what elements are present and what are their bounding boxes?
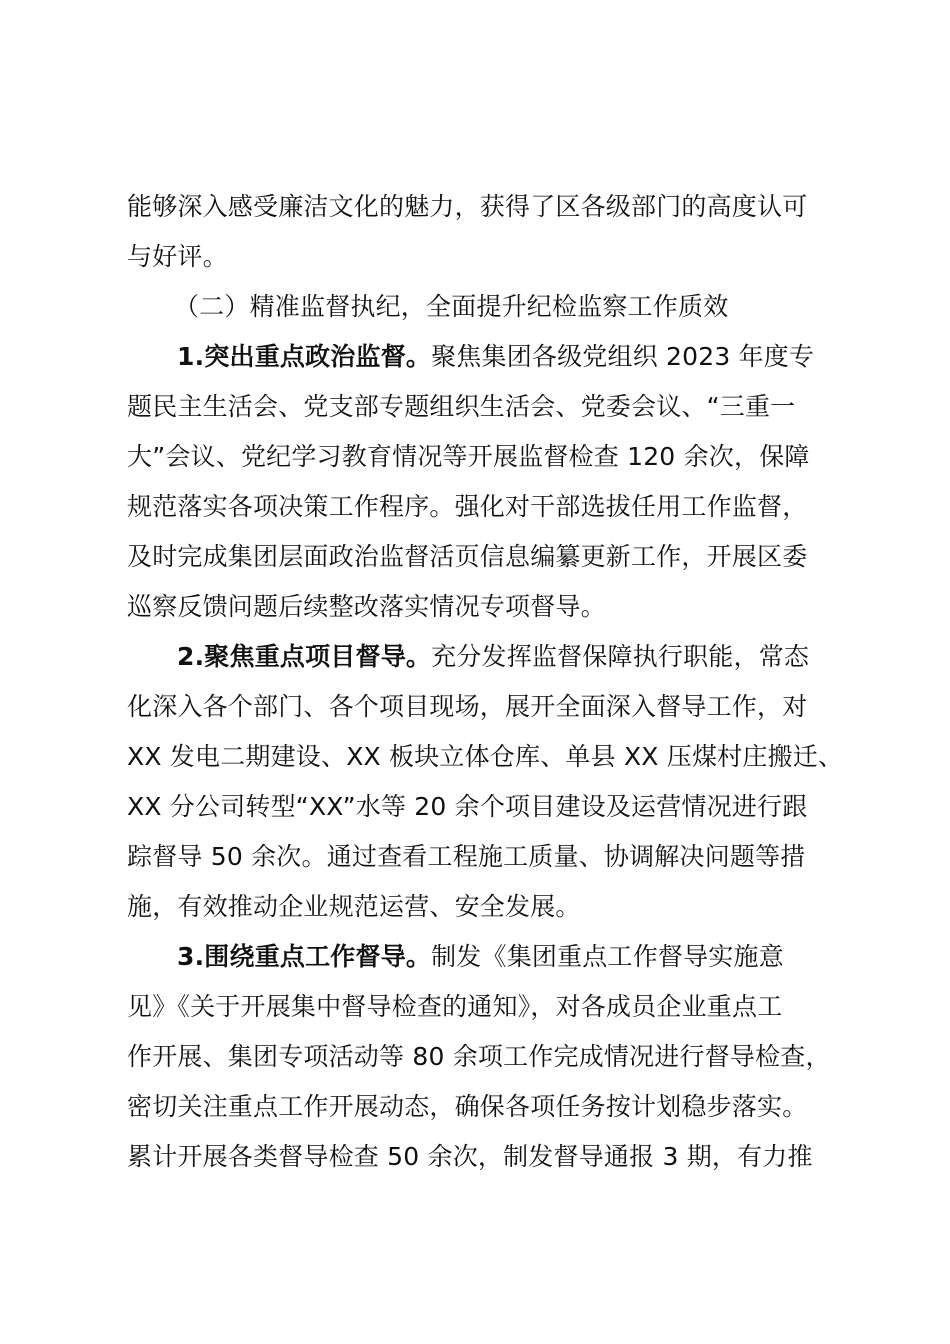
text-line: 规范落实各项决策工作程序。强化对干部选拔任用工作监督， xyxy=(127,492,808,521)
text-line: 能够深入感受廉洁文化的魅力，获得了区各级部门的高度认可 xyxy=(127,192,808,221)
text-line: 及时完成集团层面政治监督活页信息编纂更新工作，开展区委 xyxy=(127,542,808,571)
text-line: 累计开展各类督导检查 50 余次，制发督导通报 3 期，有力推 xyxy=(127,1142,813,1171)
text-line: 大”会议、党纪学习教育情况等开展监督检查 120 余次，保障 xyxy=(127,442,810,471)
text-line: 与好评。 xyxy=(127,242,228,271)
document-body xyxy=(127,182,867,1182)
paragraph-first-line xyxy=(127,632,867,682)
text-line: 施，有效推动企业规范运营、安全发展。 xyxy=(127,892,581,921)
paragraph-title: 3.围绕重点工作督导。 xyxy=(177,942,432,971)
paragraph-intro xyxy=(127,182,867,282)
paragraph-title: 1.突出重点政治监督。 xyxy=(177,342,432,371)
text-line: 密切关注重点工作开展动态，确保各项任务按计划稳步落实。 xyxy=(127,1092,808,1121)
text-line: XX 发电二期建设、XX 板块立体仓库、单县 XX 压煤村庄搬迁、 xyxy=(127,742,844,771)
paragraph-political-supervision xyxy=(127,332,867,632)
text-line: 化深入各个部门、各个项目现场，展开全面深入督导工作，对 xyxy=(127,692,808,721)
paragraph-first-line xyxy=(127,932,867,982)
text-line: 巡察反馈问题后续整改落实情况专项督导。 xyxy=(127,592,606,621)
paragraph-key-work-supervision xyxy=(127,932,867,1182)
paragraph-first-line xyxy=(127,332,867,382)
text-line: 见》《关于开展集中督导检查的通知》，对各成员企业重点工 xyxy=(127,992,783,1021)
section-heading xyxy=(127,282,867,332)
text-line: 聚焦集团各级党组织 2023 年度专 xyxy=(431,342,815,371)
text-line: 题民主生活会、党支部专题组织生活会、党委会议、“三重一 xyxy=(127,392,796,421)
text-line: XX 分公司转型“XX”水等 20 余个项目建设及运营情况进行跟 xyxy=(127,792,808,821)
text-line: 作开展、集团专项活动等 80 余项工作完成情况进行督导检查， xyxy=(127,1042,831,1071)
heading-text: （二）精准监督执纪，全面提升纪检监察工作质效 xyxy=(174,292,729,321)
paragraph-project-supervision xyxy=(127,632,867,932)
paragraph-title: 2.聚焦重点项目督导。 xyxy=(177,642,432,671)
text-line: 充分发挥监督保障执行职能，常态 xyxy=(431,642,810,671)
text-line: 制发《集团重点工作督导实施意 xyxy=(431,942,784,971)
text-line: 踪督导 50 余次。通过查看工程施工质量、协调解决问题等措 xyxy=(127,842,806,871)
